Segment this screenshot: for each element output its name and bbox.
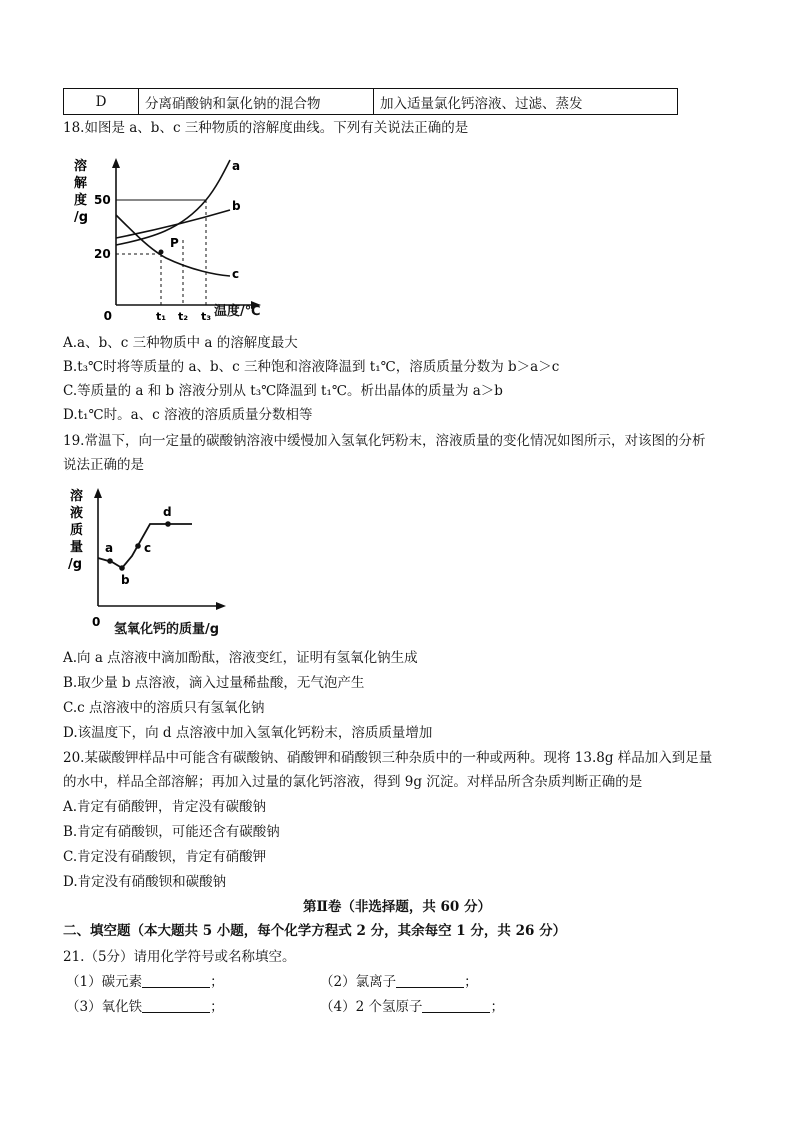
x-axis-arrow (216, 602, 226, 610)
q21-item-suffix: ； (210, 974, 224, 990)
ylabel-char: 量 (70, 540, 84, 555)
q21-item-3 (66, 998, 224, 1016)
answer-blank[interactable] (142, 998, 210, 1013)
q21-stem: 21.（5分）请用化学符号或名称填空。 (63, 949, 296, 965)
options-table (63, 88, 678, 115)
point-label-b: b (121, 573, 130, 587)
q21-item-label: （3）氧化铁 (66, 999, 143, 1015)
point-p (159, 250, 164, 255)
x-tick-label: t₁ (156, 310, 167, 320)
curve-b (116, 210, 230, 238)
point-label-c: c (144, 541, 152, 555)
table-cell-method: 加入适量氯化钙溶液、过滤、蒸发 (374, 89, 678, 115)
q21-item-suffix: ； (210, 999, 224, 1015)
q20-option-b: B.肯定有硝酸钡，可能还含有碳酸钠 (63, 824, 280, 840)
part2-title: 第Ⅱ卷（非选择题，共 60 分） (302, 899, 492, 915)
q19-xlabel: 氢氧化钙的质量/g (114, 622, 220, 637)
q18-xlabel: 温度/℃ (214, 304, 261, 319)
q21-item-label: （4）2 个氢原子 (320, 999, 423, 1015)
q21-item-label: （2）氯离子 (320, 974, 397, 990)
y-axis-arrow (94, 488, 102, 498)
curve-label-b: b (232, 199, 241, 213)
q20-option-d: D.肯定没有硝酸钡和碳酸钠 (63, 874, 227, 890)
q21-item-4 (320, 998, 504, 1016)
q19-option-c: C.c 点溶液中的溶质只有氢氧化钠 (63, 700, 265, 716)
q19-option-d: D.该温度下，向 d 点溶液中加入氢氧化钙粉末，溶质质量增加 (63, 725, 433, 741)
q18-option-b: B.t₃℃时将等质量的 a、b、c 三种饱和溶液降温到 t₁℃，溶质质量分数为 b＞a＞c (63, 359, 560, 375)
solution-mass-figure (62, 484, 242, 636)
q19-stem-line1: 19.常温下，向一定量的碳酸钠溶液中缓慢加入氢氧化钙粉末，溶液质量的变化情况如图所示，对该图的分析 (63, 433, 706, 449)
q19-option-a: A.向 a 点溶液中滴加酚酞，溶液变红，证明有氢氧化钠生成 (63, 650, 418, 666)
q18-option-c: C.等质量的 a 和 b 溶液分别从 t₃℃降温到 t₁℃。析出晶体的质量为 a＞b (63, 383, 503, 399)
answer-blank[interactable] (422, 998, 490, 1013)
ylabel-char: /g (74, 210, 89, 225)
point-label-a: a (105, 541, 114, 555)
q19-stem-line2: 说法正确的是 (63, 457, 144, 473)
answer-blank[interactable] (142, 973, 210, 988)
point-d (165, 521, 171, 527)
ylabel-char: 质 (70, 523, 84, 538)
answer-blank[interactable] (396, 973, 464, 988)
ylabel-char: 液 (70, 506, 84, 521)
q20-stem-line2: 的水中，样品全部溶解；再加入过量的氯化钙溶液，得到 9g 沉淀。对样品所含杂质判断正确的是 (63, 774, 643, 790)
ylabel-char: /g (68, 557, 83, 572)
q18-option-a: A.a、b、c 三种物质中 a 的溶解度最大 (63, 335, 298, 351)
table-row (64, 89, 678, 115)
point-label-d: d (163, 505, 172, 519)
q18-option-d: D.t₁℃时。a、c 溶液的溶质质量分数相等 (63, 407, 313, 423)
x-tick-label: t₂ (178, 310, 189, 320)
table-cell-label: D (64, 89, 139, 115)
ylabel-char: 溶 (70, 489, 84, 504)
solubility-curve-figure (66, 150, 276, 320)
x-tick-label: t₃ (201, 310, 212, 320)
q20-stem-line1: 20.某碳酸钾样品中可能含有碳酸钠、硝酸钾和硝酸钡三种杂质中的一种或两种。现将 13.8g 样品加入到足量 (63, 750, 713, 766)
q21-item-2 (320, 973, 478, 991)
q21-item-suffix: ； (490, 999, 504, 1015)
q18-stem: 18.如图是 a、b、c 三种物质的溶解度曲线。下列有关说法正确的是 (63, 120, 469, 136)
q21-item-suffix: ； (464, 974, 478, 990)
q21-item-1 (66, 973, 224, 991)
curve-label-a: a (232, 159, 241, 173)
origin-label: 0 (92, 615, 101, 629)
point-b (119, 565, 125, 571)
q20-option-c: C.肯定没有硝酸钡，肯定有硝酸钾 (63, 849, 267, 865)
curve-label-c: c (232, 267, 240, 281)
point-a (107, 558, 113, 564)
q21-item-label: （1）碳元素 (66, 974, 143, 990)
ylabel-char: 度 (74, 193, 88, 208)
point-p-label: P (170, 236, 179, 250)
q20-option-a: A.肯定有硝酸钾，肯定没有碳酸钠 (63, 799, 267, 815)
point-c (135, 543, 141, 549)
ylabel-char: 溶 (74, 159, 88, 174)
y-axis-arrow (112, 158, 120, 168)
y-tick-label: 50 (94, 193, 111, 207)
section-heading: 二、填空题（本大题共 5 小题，每个化学方程式 2 分，其余每空 1 分，共 26 分） (63, 923, 567, 939)
table-cell-task: 分离硝酸钠和氯化钠的混合物 (139, 89, 374, 115)
origin-label: 0 (103, 309, 112, 320)
q19-option-b: B.取少量 b 点溶液，滴入过量稀盐酸，无气泡产生 (63, 675, 365, 691)
ylabel-char: 解 (74, 176, 88, 191)
y-tick-label: 20 (94, 247, 111, 261)
